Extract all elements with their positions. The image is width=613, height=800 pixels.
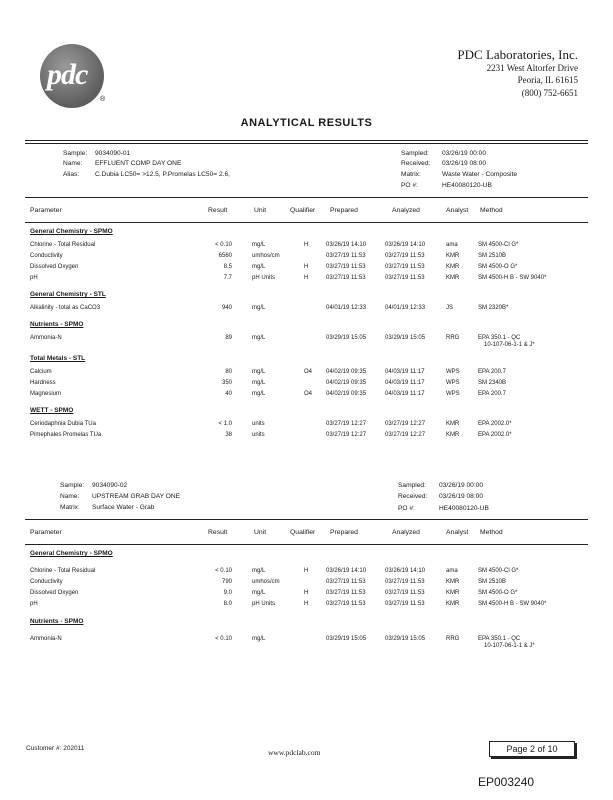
qualifier-cell: H: [304, 264, 309, 270]
header-analyzed: Analyzed: [392, 207, 420, 214]
analyzed-cell: 03/27/19 12:27: [385, 421, 426, 427]
divider: [25, 140, 588, 141]
matrix-label: Matrix:: [60, 504, 80, 511]
parameter-cell: Calcium: [30, 369, 52, 375]
header-parameter: Parameter: [30, 529, 62, 536]
header-analyst: Analyst: [446, 529, 469, 536]
prepared-cell: 04/01/19 12:33: [326, 305, 367, 311]
result-cell: 350: [221, 380, 232, 386]
result-cell: 7.7: [223, 275, 232, 281]
header-qualifier: Qualifier: [290, 529, 316, 536]
matrix-value: Waste Water - Composite: [442, 171, 517, 178]
qualifier-cell: H: [304, 590, 309, 596]
divider: [25, 222, 588, 223]
method-cell: EPA 350.1 - QC: [478, 335, 521, 341]
unit-cell: mg/L: [252, 369, 266, 375]
analyst-cell: KMR: [446, 590, 460, 596]
analyst-cell: JS: [446, 305, 454, 311]
qualifier-cell: O4: [304, 369, 313, 375]
unit-cell: mg/L: [252, 391, 266, 397]
analyzed-cell: 04/03/19 11:17: [385, 380, 425, 386]
received-value: 03/26/19 08:00: [442, 160, 486, 167]
parameter-cell: Alkalinity - total as CaCO3: [30, 305, 101, 311]
unit-cell: mg/L: [252, 636, 266, 642]
analyzed-cell: 03/27/19 11:53: [385, 601, 425, 607]
result-cell: 38: [225, 432, 232, 438]
lab-phone: (800) 752-6651: [521, 88, 578, 98]
qualifier-cell: H: [304, 568, 309, 574]
method-cell-line2: 10-107-06-1-1 & J*: [484, 643, 535, 649]
header-prepared: Prepared: [330, 207, 358, 214]
divider: [25, 197, 588, 198]
unit-cell: units: [252, 432, 265, 438]
result-cell: < 0.10: [215, 636, 232, 642]
sampled-label: Sampled:: [398, 482, 426, 489]
prepared-cell: 03/27/19 11:53: [326, 253, 366, 259]
section-title: General Chemistry - SPMO: [30, 550, 113, 557]
parameter-cell: Magnesium: [30, 391, 62, 397]
section-title: Nutrients - SPMO: [30, 618, 84, 625]
method-cell: EPA 2002.0*: [478, 432, 512, 438]
method-cell: SM 2510B: [478, 253, 507, 259]
result-cell: < 1.0: [218, 421, 232, 427]
parameter-cell: Conductivity: [30, 579, 63, 585]
sample-name: UPSTREAM GRAB DAY ONE: [92, 493, 181, 500]
analyzed-cell: 03/27/19 12:27: [385, 432, 426, 438]
matrix-label: Matrix:: [401, 171, 421, 178]
parameter-cell: Dissolved Oxygen: [30, 264, 79, 270]
parameter-cell: pH: [30, 601, 38, 607]
header-parameter: Parameter: [30, 207, 62, 214]
page-indicator: Page 2 of 10: [489, 741, 575, 757]
customer-number: Customer #: 202011: [26, 745, 85, 752]
sample-label: Sample:: [60, 482, 85, 489]
result-cell: 9.0: [223, 590, 232, 596]
qualifier-cell: H: [304, 601, 309, 607]
parameter-cell: Ammonia-N: [30, 335, 62, 341]
header-result: Result: [208, 207, 228, 214]
result-cell: 89: [225, 335, 232, 341]
method-cell: SM 4500-O G*: [478, 590, 518, 596]
analyst-cell: KMR: [446, 579, 460, 585]
qualifier-cell: O4: [304, 391, 313, 397]
name-label: Name:: [63, 160, 83, 167]
prepared-cell: 04/02/19 09:35: [326, 369, 367, 375]
result-cell: 6560: [218, 253, 232, 259]
analyzed-cell: 03/26/19 14:10: [385, 242, 426, 248]
method-cell: SM 4500-H B - SW 9040*: [478, 275, 547, 281]
prepared-cell: 03/29/19 15:05: [326, 636, 367, 642]
website-link[interactable]: www.pdclab.com: [268, 748, 321, 757]
parameter-cell: Conductivity: [30, 253, 63, 259]
section-title: Total Metals - STL: [30, 355, 86, 362]
section-title: General Chemistry - SPMO: [30, 228, 113, 235]
prepared-cell: 04/02/19 09:35: [326, 391, 367, 397]
analyst-cell: RRG: [446, 335, 460, 341]
method-cell: EPA 2002.0*: [478, 421, 512, 427]
method-cell: SM 2340B: [478, 380, 507, 386]
unit-cell: pH Units: [252, 601, 276, 607]
prepared-cell: 03/27/19 12:27: [326, 432, 367, 438]
po-value: HE40080120-UB: [442, 182, 492, 189]
analyst-cell: KMR: [446, 421, 460, 427]
header-result: Result: [208, 529, 228, 536]
alias-label: Alias:: [63, 171, 80, 178]
header-prepared: Prepared: [330, 529, 358, 536]
analyst-cell: WPS: [446, 391, 460, 397]
parameter-cell: Hardness: [30, 380, 56, 386]
analyst-cell: WPS: [446, 380, 460, 386]
unit-cell: mg/L: [252, 335, 266, 341]
result-cell: 40: [225, 391, 232, 397]
analyzed-cell: 04/03/19 11:17: [385, 391, 425, 397]
sampled-value: 03/26/19 00:00: [439, 482, 483, 489]
analyst-cell: KMR: [446, 275, 460, 281]
sampled-value: 03/26/19 00:00: [442, 150, 486, 157]
unit-cell: mg/L: [252, 305, 266, 311]
logo-text: pdc: [47, 58, 88, 91]
analyzed-cell: 03/27/19 11:53: [385, 264, 425, 270]
analyst-cell: ama: [446, 242, 458, 248]
unit-cell: mg/L: [252, 568, 266, 574]
method-cell: EPA 350.1 - QC: [478, 636, 521, 642]
sample-id: 9034090-01: [95, 150, 131, 157]
prepared-cell: 03/27/19 11:53: [326, 264, 366, 270]
po-label: PO #:: [401, 182, 418, 189]
header-qualifier: Qualifier: [290, 207, 316, 214]
analyst-cell: WPS: [446, 369, 460, 375]
method-cell-line2: 10-107-06-1-1 & J*: [484, 342, 535, 348]
result-cell: 8.5: [223, 264, 232, 270]
method-cell: SM 2510B: [478, 579, 507, 585]
result-cell: 8.0: [223, 601, 232, 607]
analyzed-cell: 03/29/19 15:05: [385, 335, 426, 341]
matrix-value: Surface Water - Grab: [92, 504, 155, 511]
method-cell: EPA 200.7: [478, 391, 506, 397]
section-title: WETT - SPMO: [30, 407, 74, 414]
qualifier-cell: H: [304, 242, 309, 248]
divider: [25, 519, 588, 520]
prepared-cell: 03/27/19 11:53: [326, 579, 366, 585]
prepared-cell: 03/29/19 15:05: [326, 335, 367, 341]
sample-alias: C.Dubia LC50= >12.5, P.Promelas LC50= 2.6,: [95, 171, 230, 178]
analyst-cell: RRG: [446, 636, 460, 642]
po-label: PO #:: [398, 505, 415, 512]
analyzed-cell: 03/27/19 11:53: [385, 275, 425, 281]
lab-name: PDC Laboratories, Inc.: [457, 47, 578, 62]
result-cell: 80: [225, 369, 232, 375]
name-label: Name:: [60, 493, 80, 500]
unit-cell: units: [252, 421, 265, 427]
prepared-cell: 03/27/19 11:53: [326, 601, 366, 607]
result-cell: < 0.10: [215, 242, 232, 248]
parameter-cell: pH: [30, 275, 38, 281]
unit-cell: umhos/cm: [252, 579, 280, 585]
analyzed-cell: 03/26/19 14:10: [385, 568, 426, 574]
unit-cell: umhos/cm: [252, 253, 280, 259]
unit-cell: pH Units: [252, 275, 276, 281]
method-cell: SM 2320B*: [478, 305, 509, 311]
prepared-cell: 04/02/19 09:35: [326, 380, 367, 386]
analyzed-cell: 03/27/19 11:53: [385, 590, 425, 596]
sample-id: 9034090-02: [92, 482, 128, 489]
lab-city: Peoria, IL 61615: [517, 75, 578, 85]
prepared-cell: 03/26/19 14:10: [326, 242, 367, 248]
result-cell: < 0.10: [215, 568, 232, 574]
method-cell: EPA 200.7: [478, 369, 506, 375]
received-value: 03/26/19 08:00: [439, 493, 483, 500]
analyst-cell: ama: [446, 568, 458, 574]
method-cell: SM 4500-O G*: [478, 264, 518, 270]
divider: [25, 544, 588, 545]
method-cell: SM 4500-Cl G*: [478, 568, 519, 574]
lab-street: 2231 West Altorfer Drive: [486, 63, 578, 73]
analyst-cell: KMR: [446, 432, 460, 438]
parameter-cell: Ceriodaphnia Dubia TUa: [30, 421, 96, 427]
page-title: ANALYTICAL RESULTS: [240, 117, 373, 129]
analyzed-cell: 03/27/19 11:53: [385, 253, 425, 259]
received-label: Received:: [401, 160, 431, 167]
header-method: Method: [480, 529, 503, 536]
unit-cell: mg/L: [252, 590, 266, 596]
parameter-cell: Pimephales Promelas TUa: [30, 432, 102, 438]
header-unit: Unit: [254, 529, 267, 536]
parameter-cell: Chlorine - Total Residual: [30, 568, 96, 574]
prepared-cell: 03/27/19 12:27: [326, 421, 367, 427]
analyst-cell: KMR: [446, 253, 460, 259]
section-title: General Chemistry - STL: [30, 291, 106, 298]
analyzed-cell: 04/01/19 12:33: [385, 305, 426, 311]
divider: [25, 143, 588, 144]
method-cell: SM 4500-H B - SW 9040*: [478, 601, 547, 607]
analyzed-cell: 03/29/19 15:05: [385, 636, 426, 642]
unit-cell: mg/L: [252, 264, 266, 270]
analyzed-cell: 04/03/19 11:17: [385, 369, 425, 375]
sample-label: Sample:: [63, 150, 88, 157]
header-analyst: Analyst: [446, 207, 469, 214]
method-cell: SM 4500-Cl G*: [478, 242, 519, 248]
result-cell: 790: [221, 579, 232, 585]
received-label: Received:: [398, 493, 428, 500]
registered-mark: ®: [100, 96, 106, 103]
sample-name: EFFLUENT COMP DAY ONE: [95, 160, 182, 167]
prepared-cell: 03/26/19 14:10: [326, 568, 367, 574]
section-title: Nutrients - SPMO: [30, 321, 84, 328]
analyzed-cell: 03/27/19 11:53: [385, 579, 425, 585]
prepared-cell: 03/27/19 11:53: [326, 275, 366, 281]
header-method: Method: [480, 207, 503, 214]
bates-number: EP003240: [478, 775, 535, 789]
parameter-cell: Chlorine - Total Residual: [30, 242, 96, 248]
sampled-label: Sampled:: [401, 150, 429, 157]
analyst-cell: KMR: [446, 264, 460, 270]
header-analyzed: Analyzed: [392, 529, 420, 536]
unit-cell: mg/L: [252, 380, 266, 386]
parameter-cell: Ammonia-N: [30, 636, 62, 642]
pdc-logo: [40, 44, 104, 108]
po-value: HE40080120-UB: [439, 505, 489, 512]
header-unit: Unit: [254, 207, 267, 214]
analyst-cell: KMR: [446, 601, 460, 607]
qualifier-cell: H: [304, 275, 309, 281]
prepared-cell: 03/27/19 11:53: [326, 590, 366, 596]
result-cell: 940: [221, 305, 232, 311]
parameter-cell: Dissolved Oxygen: [30, 590, 79, 596]
unit-cell: mg/L: [252, 242, 266, 248]
